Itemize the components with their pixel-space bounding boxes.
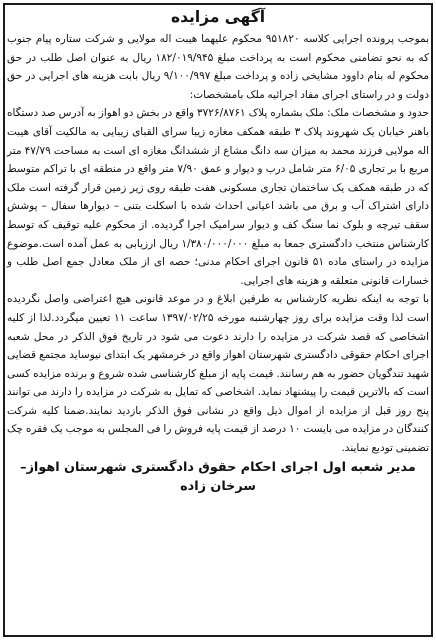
notice-paragraph-property: حدود و مشخصات ملک: ملک بشماره پلاک ۳۷۲۶/۸۷۶۱ واقع در بخش دو اهواز به آدرس صد دستگاه باهنر خیابان یک شهروند پلاک ۳ طبقه همکف مغازه زیبا سرای القبای زیبایی به مالکیت آقای هیبت اله مولایی فرزند محمد به میزان سه دانگ مشاع از ششدانگ مغازه ای است به مساحت ۴۷/۷۹ متر مربع با بر تجاری ۶/۰۵ متر شامل درب و دیوار و عمق ۷/۹۰ متر واقع در منطقه ای با تراکم متوسط که در طبقه همکف یک ساختمان تجاری مسکونی هفت طبقه روی زیر زمین قرار گرفته است ملک دارای اشتراک آب و برق می باشد اعیانی احداث شده با اسکلت بتنی – دیوارها سفال – پوشش سقف تیرچه و بلوک نما سنگ کف و دیوار سرامیک اجرا گردیده. از محکوم علیه توقیف که توسط کارشناس منتخب دادگستری جمعا به مبلغ ۱/۳۸۰/۰۰۰/۰۰۰ ریال ارزیابی به عمل آمده است.موضوع مزایده در راستای ماده ۵۱ قانون اجرای احکام مدنی؛ حصه ای از ملک معادل جمع اصل طلب و خسارات قانونی متعلقه و هزینه های اجرایی. — [7, 107, 430, 287]
notice-body — [7, 6, 429, 496]
notice-paragraph-intro: بموجب پرونده اجرایی کلاسه ۹۵۱۸۲۰ محکوم علیهما هیبت اله مولایی و شرکت ستاره پیام جنوب که به نحو تضامنی محکوم است به پرداخت مبلغ ۱۸۲/۰۱۹/۹۴۵ ریال به عنوان اصل طلب در حق محکوم له بنام داوود مشایخی زاده و پرداخت مبلغ ۹/۱۰۰/۹۹۷ ریال بابت هزینه های اجرایی در حق دولت و در راستای اجرای مفاد اجرائیه ملک بامشخصات: — [7, 33, 429, 101]
notice-signature: مدیر شعبه اول اجرای احکام حقوق دادگستری شهرستان اهواز– سرخان زاده — [20, 459, 416, 494]
notice-title: آگهی مزایده — [170, 8, 266, 26]
notice-paragraph-auction: با توجه به اینکه نظریه کارشناس به طرفین ابلاغ و در موعد قانونی هیچ اعتراضی واصل نگردیده است لذا وقت مزایده برای روز چهارشنبه مورخه ۱۳۹۷/۰۲/۲۵ ساعت ۱۱ تعیین میگردد.لذا از کلیه اشخاصی که قصد شرکت در مزایده را دارند دعوت می شود در تاریخ فوق الذکر در محل شعبه اجرای احکام حقوقی دادگستری شهرستان اهواز واقع در خرمشهر یک ابتدای نیوساید مجتمع قضایی شهید تندگویان حضور به هم رسانند. قیمت پایه از مبلغ کارشناسی شده شروع و برنده مزایده کسی است که بالاترین قیمت را پیشنهاد نماید. اشخاصی که تمایل به شرکت در مزایده را دارند می توانند پنج روز قبل از مزایده از اموال ذیل واقع در نشانی فوق الذکر بازدید نمایند.ضمنا کلیه شرکت کنندگان در مزایده می بایست ۱۰ درصد از قیمت پایه فروش را فی المجلس به موجب یک فقره چک تضمینی تودیع نمایند. — [7, 293, 429, 455]
